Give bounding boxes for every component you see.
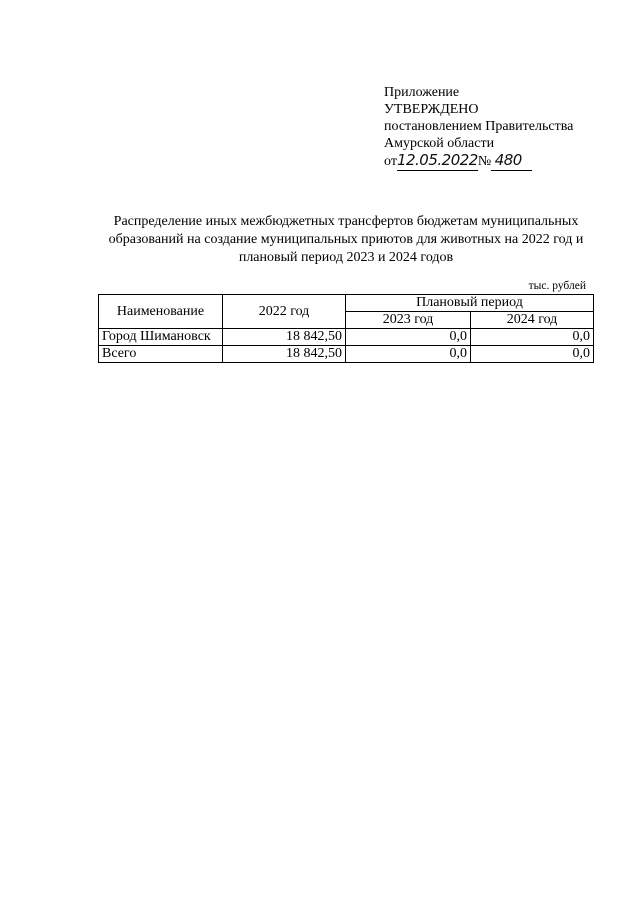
total-value-2024: 0,0 [471, 346, 594, 363]
from-prefix: от [384, 154, 397, 169]
date-number-line [384, 152, 573, 171]
approved-label: УТВЕРЖДЕНО [384, 102, 479, 117]
row-value-2024: 0,0 [471, 329, 594, 346]
handwritten-number: 480 [494, 151, 522, 169]
table-row [99, 329, 594, 346]
approval-block [384, 84, 573, 171]
document-title: Распределение иных межбюджетных трансфертов бюджетам муниципальных образований на создание муниципальных приютов для животных на 2022 год и плановый период 2023 и 2024 годов [108, 214, 584, 265]
total-name: Всего [99, 346, 223, 363]
row-value-2023: 0,0 [346, 329, 471, 346]
header-2022: 2022 год [223, 295, 346, 329]
resolution-label: постановлением Правительства [384, 119, 574, 134]
region-label: Амурской области [384, 136, 495, 151]
total-value-2022: 18 842,50 [223, 346, 346, 363]
handwritten-date: 12.05.2022 [396, 151, 478, 169]
header-name: Наименование [99, 295, 223, 329]
number-sign: № [477, 154, 492, 169]
header-2024: 2024 год [471, 312, 594, 329]
row-value-2022: 18 842,50 [223, 329, 346, 346]
table-total-row [99, 346, 594, 363]
units-label: тыс. рублей [528, 280, 586, 292]
header-planned-period: Плановый период [346, 295, 594, 312]
total-value-2023: 0,0 [346, 346, 471, 363]
table-header-row [99, 295, 594, 312]
header-2023: 2023 год [346, 312, 471, 329]
distribution-table [98, 294, 594, 363]
row-name: Город Шимановск [99, 329, 223, 346]
appendix-label: Приложение [384, 85, 460, 100]
